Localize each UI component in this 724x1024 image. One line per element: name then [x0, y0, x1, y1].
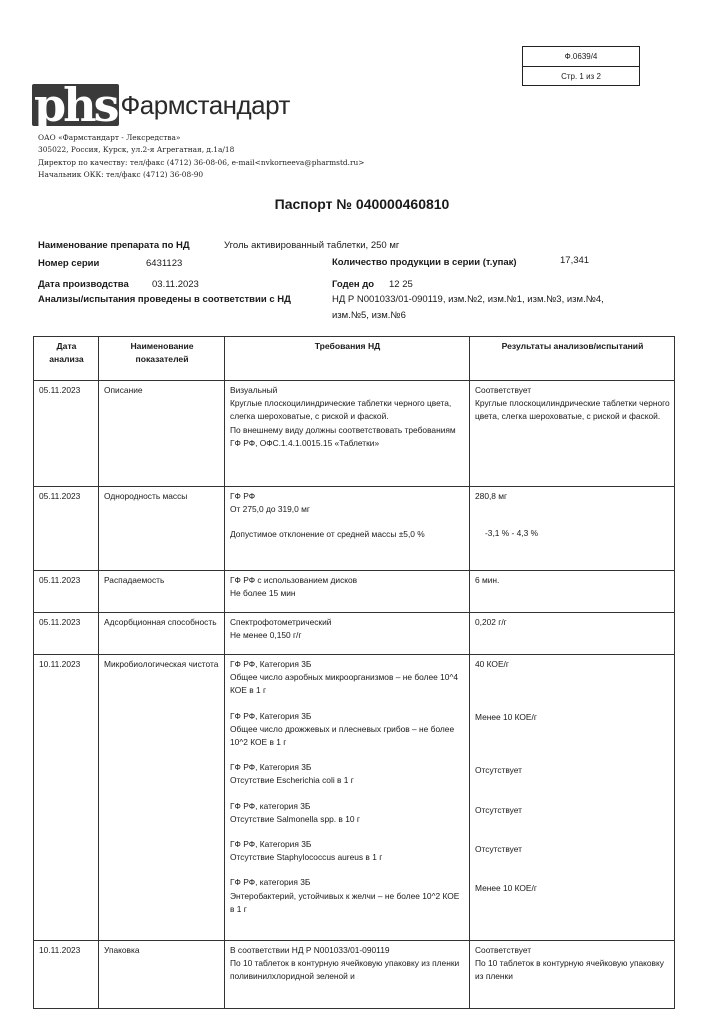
- series-label: Номер серии: [38, 258, 100, 269]
- req-line: ГФ РФ, Категория 3Б: [230, 762, 312, 773]
- res-line: По 10 таблеток в контурную ячейковую упаковку из пленки: [475, 958, 664, 982]
- company-address: [38, 132, 365, 181]
- row-requirements: [225, 571, 470, 613]
- req-line: Не менее 0,150 г/г: [230, 630, 302, 641]
- company-name: ОАО «Фармстандарт - Лексредства»: [38, 133, 181, 142]
- product-name-value: Уголь активированный таблетки, 250 мг: [224, 240, 400, 251]
- quantity-value: 17,341: [560, 255, 590, 266]
- req-line: Общее число аэробных микроорганизмов – не более 10^4 КОЕ в 1 г: [230, 672, 459, 696]
- req-line: ГФ РФ, Категория 3Б: [230, 839, 312, 850]
- nd-reference-line2: изм.№5, изм.№6: [332, 310, 406, 321]
- req-line: По 10 таблеток в контурную ячейковую упаковку из пленки поливинилхлоридной зеленой и: [230, 958, 460, 982]
- row-results: [470, 941, 675, 1009]
- row-date: 10.11.2023: [34, 941, 99, 1009]
- req-line: ГФ РФ, Категория 3Б: [230, 659, 312, 669]
- expiry-value: 12 25: [389, 279, 413, 290]
- row-date: 05.11.2023: [34, 613, 99, 655]
- table-row: [34, 571, 675, 613]
- res-line: 0,202 г/г: [475, 617, 507, 627]
- req-line: От 275,0 до 319,0 мг: [230, 504, 310, 515]
- page-title: Паспорт № 040000460810: [274, 196, 450, 212]
- table-row: [34, 613, 675, 655]
- req-line: В соответствии НД Р N001033/01-090119: [230, 945, 390, 955]
- req-line: По внешнему виду должны соответствовать требованиям ГФ РФ, ОФС.1.4.1.0015.15 «Таблетки»: [230, 424, 456, 448]
- row-results: [470, 487, 675, 571]
- row-date: 05.11.2023: [34, 487, 99, 571]
- row-requirements: [225, 613, 470, 655]
- logo-name: Фармстандарт: [120, 89, 290, 120]
- req-line: ГФ РФ, Категория 3Б: [230, 710, 312, 721]
- req-line: Спектрофотометрический: [230, 617, 332, 627]
- row-requirements: [225, 941, 470, 1009]
- product-name-label: Наименование препарата по НД: [38, 240, 190, 251]
- row-results: [470, 613, 675, 655]
- req-line: Отсутствие Staphylococcus aureus в 1 г: [230, 852, 383, 863]
- table-row: [34, 487, 675, 571]
- row-results: [470, 381, 675, 487]
- req-line: ГФ РФ: [230, 491, 256, 501]
- req-line: Энтеробактерий, устойчивых к желчи – не более 10^2 КОЕ в 1 г: [230, 890, 460, 914]
- row-date: 10.11.2023: [34, 655, 99, 941]
- row-results: [470, 655, 675, 941]
- col-results-header: Результаты анализов/испытаний: [470, 337, 675, 381]
- res-line: 6 мин.: [475, 575, 500, 585]
- res-line: Соответствует: [475, 385, 532, 395]
- res-line: Круглые плоскоцилиндрические таблетки черного цвета, слегка шероховатые, с риской и фаской.: [475, 398, 670, 422]
- row-date: 05.11.2023: [34, 571, 99, 613]
- res-line: Соответствует: [475, 945, 532, 955]
- col-requirements-header: Требования НД: [225, 337, 470, 381]
- row-date: 05.11.2023: [34, 381, 99, 487]
- company-logo: [32, 78, 290, 132]
- col-date-header: Дата анализа: [34, 337, 99, 381]
- tests-standard-label: Анализы/испытания проведены в соответствии с НД: [38, 294, 291, 305]
- expiry-label: Годен до: [332, 279, 375, 290]
- res-line: Отсутствует: [475, 765, 522, 776]
- row-indicator: Микробиологическая чистота: [99, 655, 225, 941]
- logo-mark: phs: [34, 78, 117, 132]
- req-line: Визуальный: [230, 385, 278, 395]
- row-requirements: [225, 381, 470, 487]
- req-line: Общее число дрожжевых и плесневых грибов – не более 10^2 КОЕ в 1 г: [230, 723, 455, 748]
- row-requirements: [225, 487, 470, 571]
- row-indicator: Однородность массы: [99, 487, 225, 571]
- res-line: Отсутствует: [475, 804, 522, 815]
- res-line: 40 КОЕ/г: [475, 659, 509, 669]
- req-line: Отсутствие Escherichia coli в 1 г: [230, 775, 354, 786]
- req-line: Отсутствие Salmonella spp. в 10 г: [230, 813, 360, 824]
- page-number: Стр. 1 из 2: [523, 66, 639, 86]
- row-indicator: Упаковка: [99, 941, 225, 1009]
- row-indicator: Описание: [99, 381, 225, 487]
- req-line: ГФ РФ, категория 3Б: [230, 800, 311, 811]
- production-date-value: 03.11.2023: [152, 279, 199, 290]
- req-line: ГФ РФ, категория 3Б: [230, 877, 311, 888]
- quality-director-contact: Директор по качеству: тел/факс (4712) 36-08-06, e-mail<nvkorneeva@pharmstd.ru>: [38, 157, 365, 167]
- production-date-label: Дата производства: [38, 279, 129, 290]
- form-code: Ф.0639/4: [564, 52, 598, 61]
- form-code-box: [522, 46, 640, 86]
- quantity-label: Количество продукции в серии (т.упак): [332, 257, 517, 268]
- res-line: Менее 10 КОЕ/г: [475, 883, 537, 894]
- results-table: [33, 336, 675, 1009]
- table-row: [34, 381, 675, 487]
- req-line: ГФ РФ с использованием дисков: [230, 575, 358, 585]
- row-indicator: Распадаемость: [99, 571, 225, 613]
- req-line: Не более 15 мин: [230, 588, 296, 599]
- req-line: Допустимое отклонение от средней массы ±5,0 %: [230, 529, 425, 540]
- res-line: 280,8 мг: [475, 491, 508, 501]
- company-street: 305022, Россия, Курск, ул.2-я Агрегатная, д.1а/18: [38, 145, 235, 155]
- res-line: -3,1 % - 4,3 %: [485, 528, 539, 539]
- res-line: Менее 10 КОЕ/г: [475, 712, 537, 723]
- okk-head-contact: Начальник ОКК: тел/факс (4712) 36-08-90: [38, 169, 204, 179]
- table-row: [34, 655, 675, 941]
- row-results: [470, 571, 675, 613]
- row-indicator: Адсорбционная способность: [99, 613, 225, 655]
- row-requirements: [225, 655, 470, 941]
- res-line: Отсутствует: [475, 843, 522, 854]
- table-row: [34, 941, 675, 1009]
- table-header-row: [34, 337, 675, 381]
- req-line: Круглые плоскоцилиндрические таблетки черного цвета, слегка шероховатые, с риской и фаской.: [230, 398, 452, 422]
- series-value: 6431123: [146, 258, 183, 269]
- col-name-header: Наименование показателей: [99, 337, 225, 381]
- nd-reference-line1: НД Р N001033/01-090119, изм.№2, изм.№1, изм.№3, изм.№4,: [332, 294, 604, 305]
